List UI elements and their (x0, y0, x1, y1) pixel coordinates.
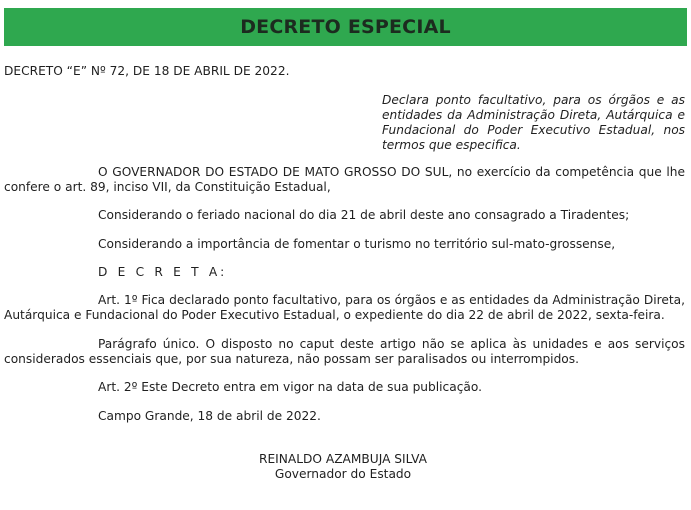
decreta-heading: D E C R E T A: (98, 265, 228, 279)
banner-title: DECRETO ESPECIAL (240, 15, 451, 38)
decree-banner (4, 8, 687, 46)
signature-block (240, 452, 446, 482)
considering-tourism: Considerando a importância de fomentar o turismo no território sul-mato-grossense, (98, 237, 616, 251)
place-and-date: Campo Grande, 18 de abril de 2022. (98, 409, 321, 423)
signer-title: Governador do Estado (274, 467, 412, 481)
considering-holiday: Considerando o feriado nacional do dia 21 de abril deste ano consagrado a Tiradentes; (98, 208, 630, 222)
decree-ementa: Declara ponto facultativo, para os órgãos e as entidades da Administração Direta, Autárquica e Fundacional do Poder Executivo Estadual, nos termos que especifica. (382, 93, 685, 152)
signer-name: REINALDO AZAMBUJA SILVA (259, 452, 427, 466)
decree-preamble: O GOVERNADOR DO ESTADO DE MATO GROSSO DO SUL, no exercício da competência que lhe confere o art. 89, inciso VII, da Constituição Estadual, (4, 165, 685, 194)
article-2: Art. 2º Este Decreto entra em vigor na data de sua publicação. (98, 380, 482, 394)
decree-identification: DECRETO “E” Nº 72, DE 18 DE ABRIL DE 2022. (4, 64, 290, 78)
article-1: Art. 1º Fica declarado ponto facultativo, para os órgãos e as entidades da Administração Direta, Autárquica e Fundacional do Poder Executivo Estadual, o expediente do dia 22 de abril de 2022, sexta-feira. (4, 293, 685, 322)
sole-paragraph: Parágrafo único. O disposto no caput deste artigo não se aplica às unidades e aos serviços considerados essenciais que, por sua natureza, não possam ser paralisados ou interrompidos. (4, 337, 685, 366)
